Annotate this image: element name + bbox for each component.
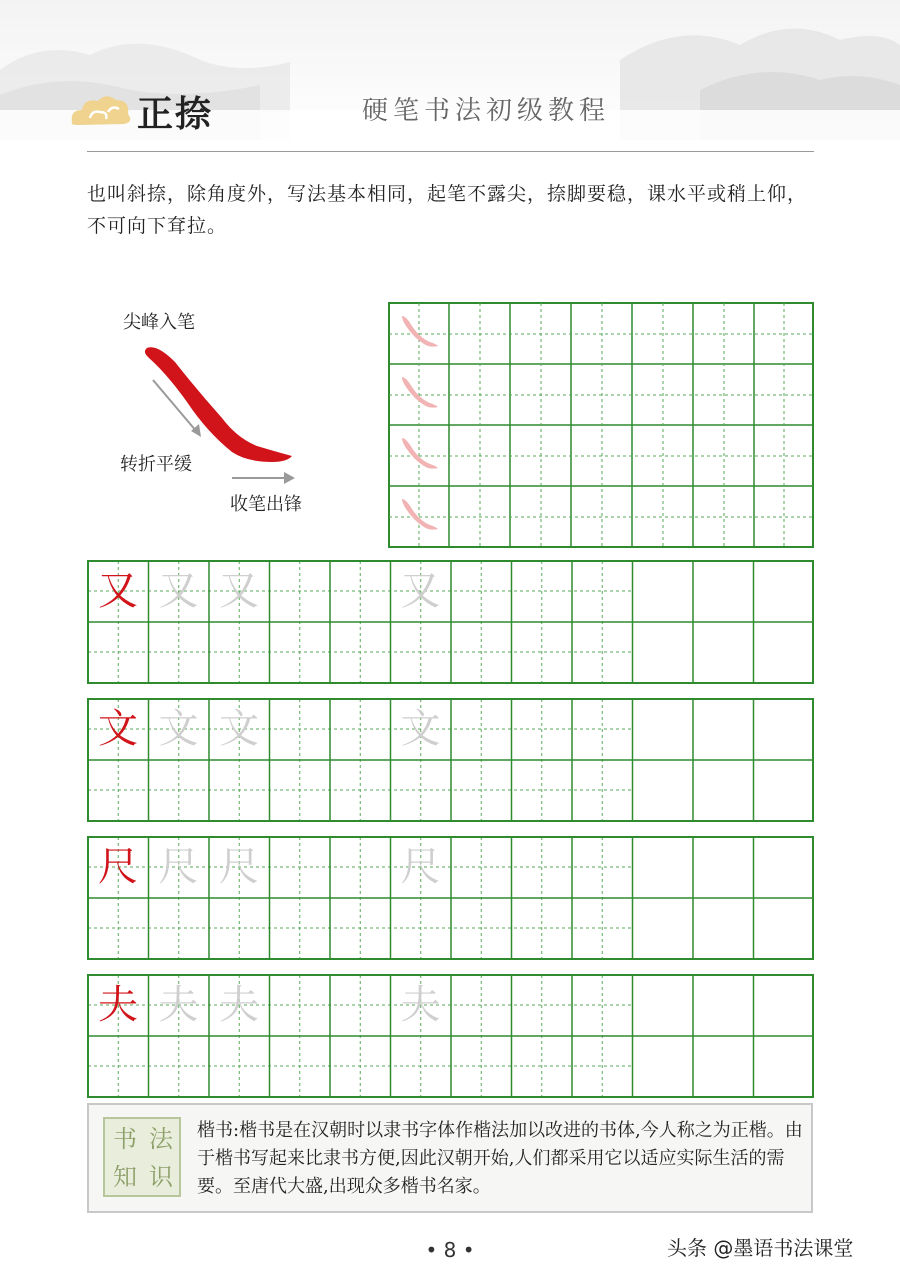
stroke-practice-grid [388, 302, 814, 548]
stroke-grid-lines [388, 302, 814, 548]
practice-row [87, 698, 814, 822]
seal-char: 知 [113, 1163, 137, 1191]
stroke-diagram [87, 300, 387, 540]
tracing-character: 又 [400, 568, 441, 614]
stroke-illustration [87, 300, 387, 540]
label-turn: 转折平缓 [120, 454, 192, 475]
tracing-character: 夫 [158, 982, 199, 1028]
tracing-character: 尺 [400, 844, 441, 890]
auspicious-cloud-icon [68, 92, 134, 130]
practice-row [87, 974, 814, 1098]
calligraphy-knowledge-box [87, 1103, 813, 1213]
tracing-character: 尺 [219, 844, 259, 890]
model-character: 夫 [98, 982, 138, 1028]
tracing-character: 夫 [400, 982, 441, 1028]
header-divider [87, 151, 814, 152]
tracing-character: 又 [219, 568, 259, 614]
model-character: 尺 [98, 844, 138, 890]
tracing-character: 夫 [219, 982, 259, 1028]
page-title: 正捺 [137, 94, 214, 135]
label-start-stroke: 尖峰入笔 [123, 312, 195, 333]
practice-row [87, 560, 814, 684]
page-number: • 8 • [425, 1238, 475, 1262]
source-watermark: 头条 @墨语书法课堂 [667, 1236, 854, 1260]
tracing-character: 尺 [158, 844, 199, 890]
seal-char: 法 [149, 1125, 173, 1153]
tracing-character: 文 [158, 706, 199, 752]
label-end-stroke: 收笔出锋 [230, 494, 302, 515]
seal-char: 书 [113, 1125, 137, 1153]
model-character: 文 [98, 706, 138, 752]
tracing-character: 又 [158, 568, 199, 614]
series-title: 硬笔书法初级教程 [362, 96, 611, 126]
practice-row [87, 836, 814, 960]
seal-char: 识 [149, 1163, 173, 1191]
tracing-character: 文 [219, 706, 259, 752]
knowledge-seal [103, 1117, 181, 1197]
tracing-character: 文 [400, 706, 441, 752]
intro-paragraph: 也叫斜捺，除角度外，写法基本相同，起笔不露尖，捺脚要稳，课水平或稍上仰，不可向下耷拉。 [87, 183, 808, 237]
model-character: 又 [98, 568, 138, 614]
knowledge-text: 楷书:楷书是在汉朝时以隶书字体作楷法加以改进的书体,今人称之为正楷。由于楷书写起来比隶书方便,因此汉朝开始,人们都采用它以适应实际生活的需要。至唐代大盛,出现众多楷书名家。 [197, 1120, 803, 1197]
